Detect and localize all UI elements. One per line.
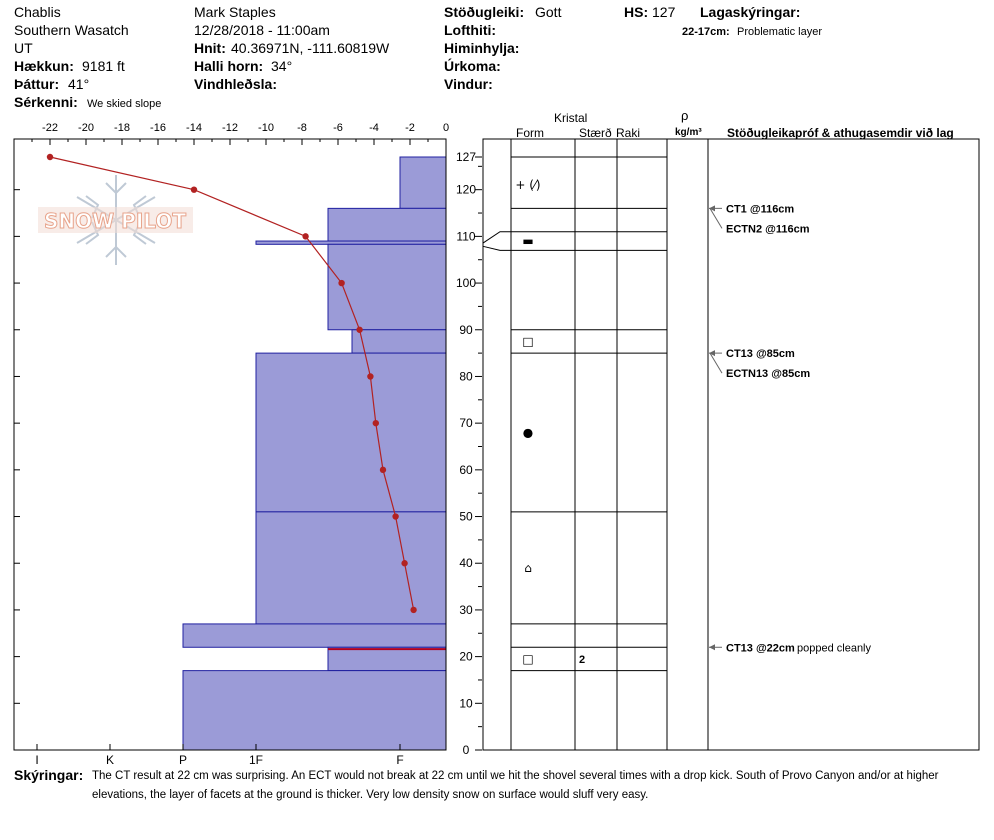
moisture-header: Raki: [616, 126, 641, 140]
hs-value: 127: [652, 4, 676, 20]
stability-test-label: CT13 @85cm: [726, 348, 795, 361]
depth-tick-label: 127: [455, 150, 477, 164]
depth-tick-label: 30: [459, 602, 473, 617]
layer-connector: [483, 232, 511, 243]
depth-tick-label: 80: [459, 369, 473, 384]
obs-datetime: 12/28/2018 - 11:00am: [194, 22, 330, 38]
size-header: Stærð: [579, 126, 612, 140]
depth-tick-label: 50: [459, 509, 473, 524]
test-leader-line: [710, 353, 722, 373]
footer-line-2: elevations, the layer of facets at the ground is thicker. Very low density snow on surface would sluff very easy.: [92, 789, 649, 801]
hardness-layer-0: [400, 157, 446, 208]
crystal-form-symbol: ▬: [522, 234, 534, 249]
logo-text: SNOW PILOT: [44, 209, 186, 233]
hardness-tick-label: K: [105, 753, 115, 767]
crystal-size: 2: [579, 653, 586, 666]
stability-test-label: ECTN2 @116cm: [726, 223, 810, 236]
temperature-point: [380, 467, 386, 473]
temp-tick-label: -2: [405, 122, 415, 134]
rho-header: ρ: [681, 108, 689, 123]
temp-tick-label: -4: [369, 122, 379, 134]
slope-value: 34°: [271, 58, 293, 74]
crystal-form-symbol: ⌂: [524, 560, 532, 575]
coords-value: 40.36971N, -111.60819W: [231, 40, 390, 56]
depth-tick-label: 10: [459, 696, 473, 711]
depth-tick-label: 110: [456, 229, 476, 244]
tests-header: Stöðugleikapróf & athugasemdir við lag: [727, 126, 954, 140]
temp-tick-label: -8: [297, 122, 307, 134]
hardness-tick-label: 1F: [248, 753, 264, 767]
temp-tick-label: -20: [78, 122, 94, 134]
temperature-point: [392, 513, 398, 519]
elevation-value: 9181 ft: [82, 58, 125, 74]
footer-label: Skýringar:: [14, 767, 84, 783]
feature-value: We skied slope: [87, 98, 162, 110]
test-leader-line: [710, 208, 722, 228]
temp-tick-label: 0: [442, 122, 450, 134]
observer-name: Mark Staples: [194, 4, 276, 20]
temperature-point: [401, 560, 407, 566]
hardness-layer-4: [352, 330, 446, 353]
wind-label: Vindur:: [444, 76, 493, 92]
crystal-form-symbol: □: [522, 651, 534, 666]
aspect-label: Þáttur:: [14, 76, 60, 92]
temp-tick-label: -14: [186, 122, 202, 134]
elevation-label: Hækkun:: [14, 58, 74, 74]
layer-notes-range: 22-17cm:: [682, 26, 730, 38]
stability-value: Gott: [535, 4, 562, 20]
stability-test-label: CT13 @22cm: [726, 642, 795, 655]
air-temp-label: Lofthiti:: [444, 22, 497, 38]
stability-label: Stöðugleiki:: [444, 4, 525, 20]
sky-label: Himinhylja:: [444, 40, 520, 56]
feature-label: Sérkenni:: [14, 94, 78, 110]
temperature-point: [410, 607, 416, 613]
hardness-layer-3: [328, 244, 446, 329]
temperature-point: [191, 186, 197, 192]
temperature-point: [338, 280, 344, 286]
depth-tick-label: 40: [459, 556, 473, 571]
temp-tick-label: -16: [150, 122, 166, 134]
precip-label: Úrkoma:: [444, 58, 501, 74]
temperature-point: [47, 154, 53, 160]
depth-tick-label: 0: [462, 743, 470, 757]
test-arrowhead: [709, 644, 715, 650]
hardness-layer-7: [183, 624, 446, 647]
hardness-layer-6: [256, 512, 446, 624]
temperature-point: [367, 373, 373, 379]
temp-tick-label: -22: [42, 122, 58, 134]
hardness-tick-label: I: [35, 753, 39, 767]
stability-test-label: ECTN13 @85cm: [726, 368, 811, 381]
depth-tick-label: 100: [455, 276, 477, 291]
hardness-layer-5: [256, 353, 446, 512]
location-name: Chablis: [14, 4, 61, 20]
coords-label: Hnit:: [194, 40, 226, 56]
hardness-layer-8: [328, 647, 446, 670]
crystal-form-symbol: ●: [522, 425, 534, 440]
hardness-tick-label: P: [178, 753, 188, 767]
aspect-value: 41°: [68, 76, 90, 92]
temp-tick-label: -10: [258, 122, 274, 134]
footer-line-1: The CT result at 22 cm was surprising. An ECT would not break at 22 cm until we hit the shovel several times with a drop kick. South of Provo Canyon and/or at higher: [92, 770, 939, 782]
depth-tick-label: 70: [459, 416, 473, 431]
hs-label: HS:: [624, 4, 649, 20]
density-header: kg/m³: [675, 127, 702, 138]
snowpilot-logo: [38, 175, 193, 265]
temperature-point: [373, 420, 379, 426]
slope-label: Halli horn:: [194, 58, 264, 74]
crystal-header: Kristal: [554, 111, 588, 125]
state-name: UT: [14, 40, 33, 56]
temperature-point: [302, 233, 308, 239]
test-arrowhead: [709, 350, 715, 356]
crystal-form-symbol: + (⁄): [515, 178, 541, 193]
depth-tick-label: 90: [459, 322, 473, 337]
hardness-layer-1: [328, 208, 446, 241]
temp-tick-label: -12: [222, 122, 238, 134]
layer-notes-label: Lagaskýringar:: [700, 4, 801, 20]
temp-tick-label: -18: [114, 122, 130, 134]
wind-loading-label: Vindhleðsla:: [194, 76, 277, 92]
temperature-point: [356, 327, 362, 333]
range-name: Southern Wasatch: [14, 22, 129, 38]
form-header: Form: [516, 126, 544, 140]
hardness-tick-label: F: [396, 753, 404, 767]
temp-tick-label: -6: [333, 122, 343, 134]
stability-test-label: CT1 @116cm: [726, 203, 795, 216]
depth-tick-label: 120: [455, 182, 477, 197]
layer-notes-text: Problematic layer: [737, 26, 822, 38]
crystal-form-symbol: □: [522, 334, 534, 349]
test-arrowhead: [709, 205, 715, 211]
hardness-layer-9: [183, 671, 446, 750]
depth-tick-label: 60: [459, 462, 473, 477]
depth-tick-label: 20: [459, 649, 473, 664]
layer-connector: [483, 246, 511, 250]
stability-test-comment: popped cleanly: [797, 642, 872, 655]
